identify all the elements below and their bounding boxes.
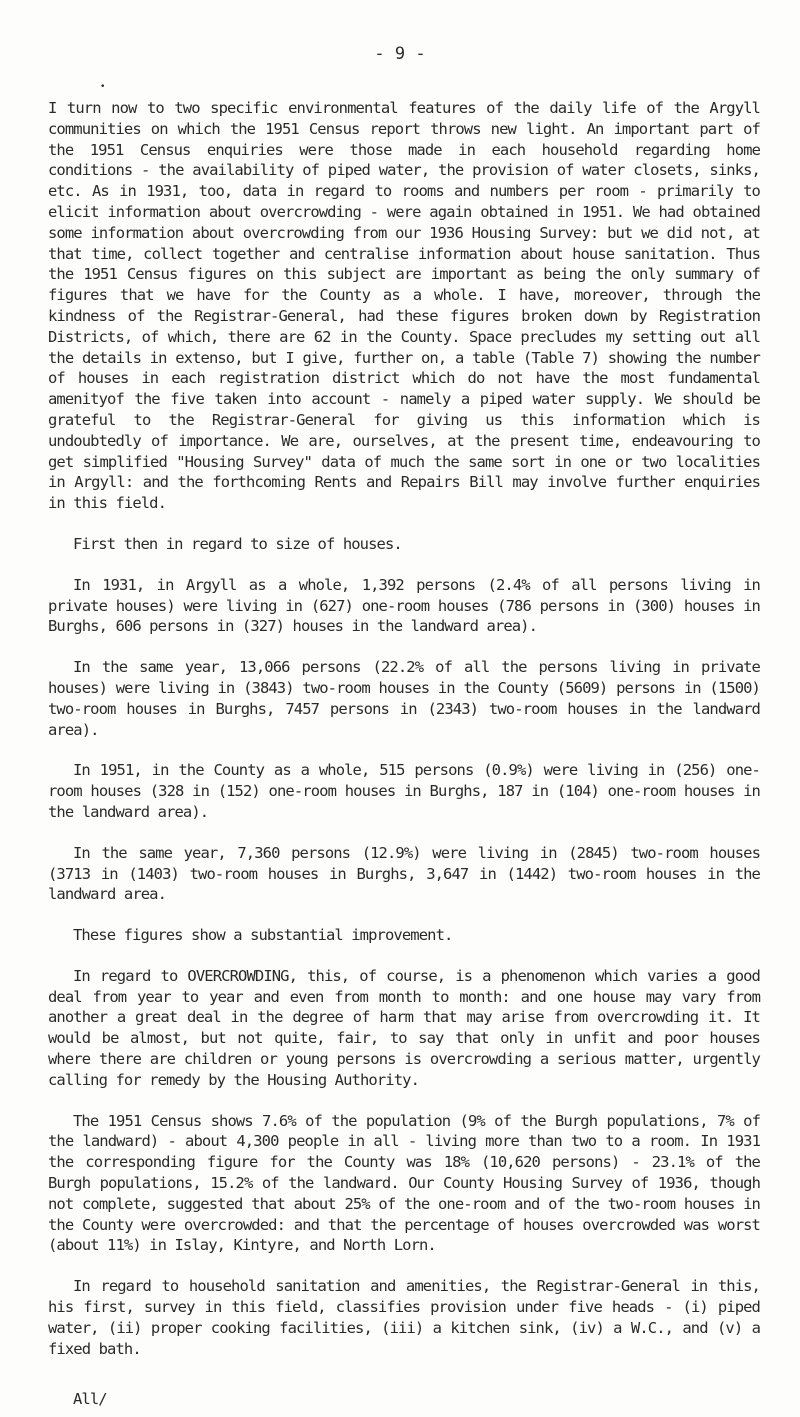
paragraph-sanitation: In regard to household sanitation and amenities, the Registrar-General in this, his first, survey in this field, classifies provision under five heads - (i) piped water, (ii) proper cooking facilities, (iii) a kitchen sink, (iv) a W.C., and (v) a fixed bath.	[48, 1277, 760, 1358]
paragraph-intro: I turn now to two specific environmental features of the daily life of the Argyll communities on which the 1951 Census report throws new light. An important part of the 1951 Census enquiries were those made in each household regarding home conditions - the availability of piped water, the provision of water closets, sinks, etc. As in 1931, too, data in regard to rooms and numbers per room - primarily to elicit information about overcrowding - were again obtained in 1951. We had obtained some information about overcrowding from our 1936 Housing Survey: but we did not, at that time, collect together and centralise information about house sanitation. Thus the 1951 Census figures on this subject are important as being the only summary of figures that we have for the County as a whole. I have, moreover, through the kindness of the Registrar-General, had these figures broken down by Registration Districts, of which, there are 62 in the County. Space precludes my setting out all the details in extenso, but I give, further on, a table (Table 7) showing the number of houses in each registration district which do not have the most fundamental amenityof the five taken into account - namely a piped water supply. We should be grateful to the Registrar-General for giving us this information which is undoubtedly of importance. We are, ourselves, at the present time, endeavouring to get simplified "Housing Survey" data of much the same sort in one or two localities in Argyll: and the forthcoming Rents and Repairs Bill may involve further enquiries in this field.	[48, 99, 760, 513]
paragraph-improvement: These figures show a substantial improvement.	[73, 926, 453, 945]
paragraph-size-of-houses: First then in regard to size of houses.	[73, 534, 402, 553]
margin-mark: •	[100, 82, 105, 92]
paragraph-1931-one-room: In 1931, in Argyll as a whole, 1,392 persons (2.4% of all persons living in private houses) were living in (627) one-room houses (786 persons in (300) houses in Burghs, 606 persons in (327) houses in the landward area).	[48, 575, 760, 636]
paragraph-1951-two-room: In the same year, 7,360 persons (12.9%) were living in (2845) two-room houses (3713 in (1403) two-room houses in Burghs, 3,647 in (1442) two-room houses in the landward area.	[48, 843, 760, 904]
paragraph-1951-census-overcrowding: The 1951 Census shows 7.6% of the population (9% of the Burgh populations, 7% of the landward) - about 4,300 people in all - living more than two to a room. In 1931 the corresponding figure for the County was 18% (10,620 persons) - 23.1% of the Burgh populations, 15.2% of the landward. Our County Housing Survey of 1936, though not complete, suggested that about 25% of the one-room and of the two-room houses in the County were overcrowded: and that the percentage of houses overcrowded was worst (about 11%) in Islay, Kintyre, and North Lorn.	[48, 1111, 760, 1255]
body-text	[48, 98, 760, 1379]
paragraph-1931-two-room: In the same year, 13,066 persons (22.2% of all the persons living in private houses) were living in (3843) two-room houses in the County (5609) persons in (1500) two-room houses in Burghs, 7457 persons in (2343) two-room houses in the landward area).	[48, 658, 760, 739]
page-number: - 9 -	[374, 44, 426, 64]
paragraph-overcrowding: In regard to OVERCROWDING, this, of course, is a phenomenon which varies a good deal from year to year and even from month to month: and one house may vary from another a great deal in the degree of harm that may arise from overcrowding it. It would be almost, but not quite, fair, to say that only in unfit and poor houses where there are children or young persons is overcrowding a serious matter, urgently calling for remedy by the Housing Authority.	[48, 966, 760, 1089]
paragraph-1951-one-room: In 1951, in the County as a whole, 515 persons (0.9%) were living in (256) one-room houses (328 in (152) one-room houses in Burghs, 187 in (104) one-room houses in the landward area).	[48, 761, 760, 821]
catchword: All/	[73, 1390, 107, 1408]
